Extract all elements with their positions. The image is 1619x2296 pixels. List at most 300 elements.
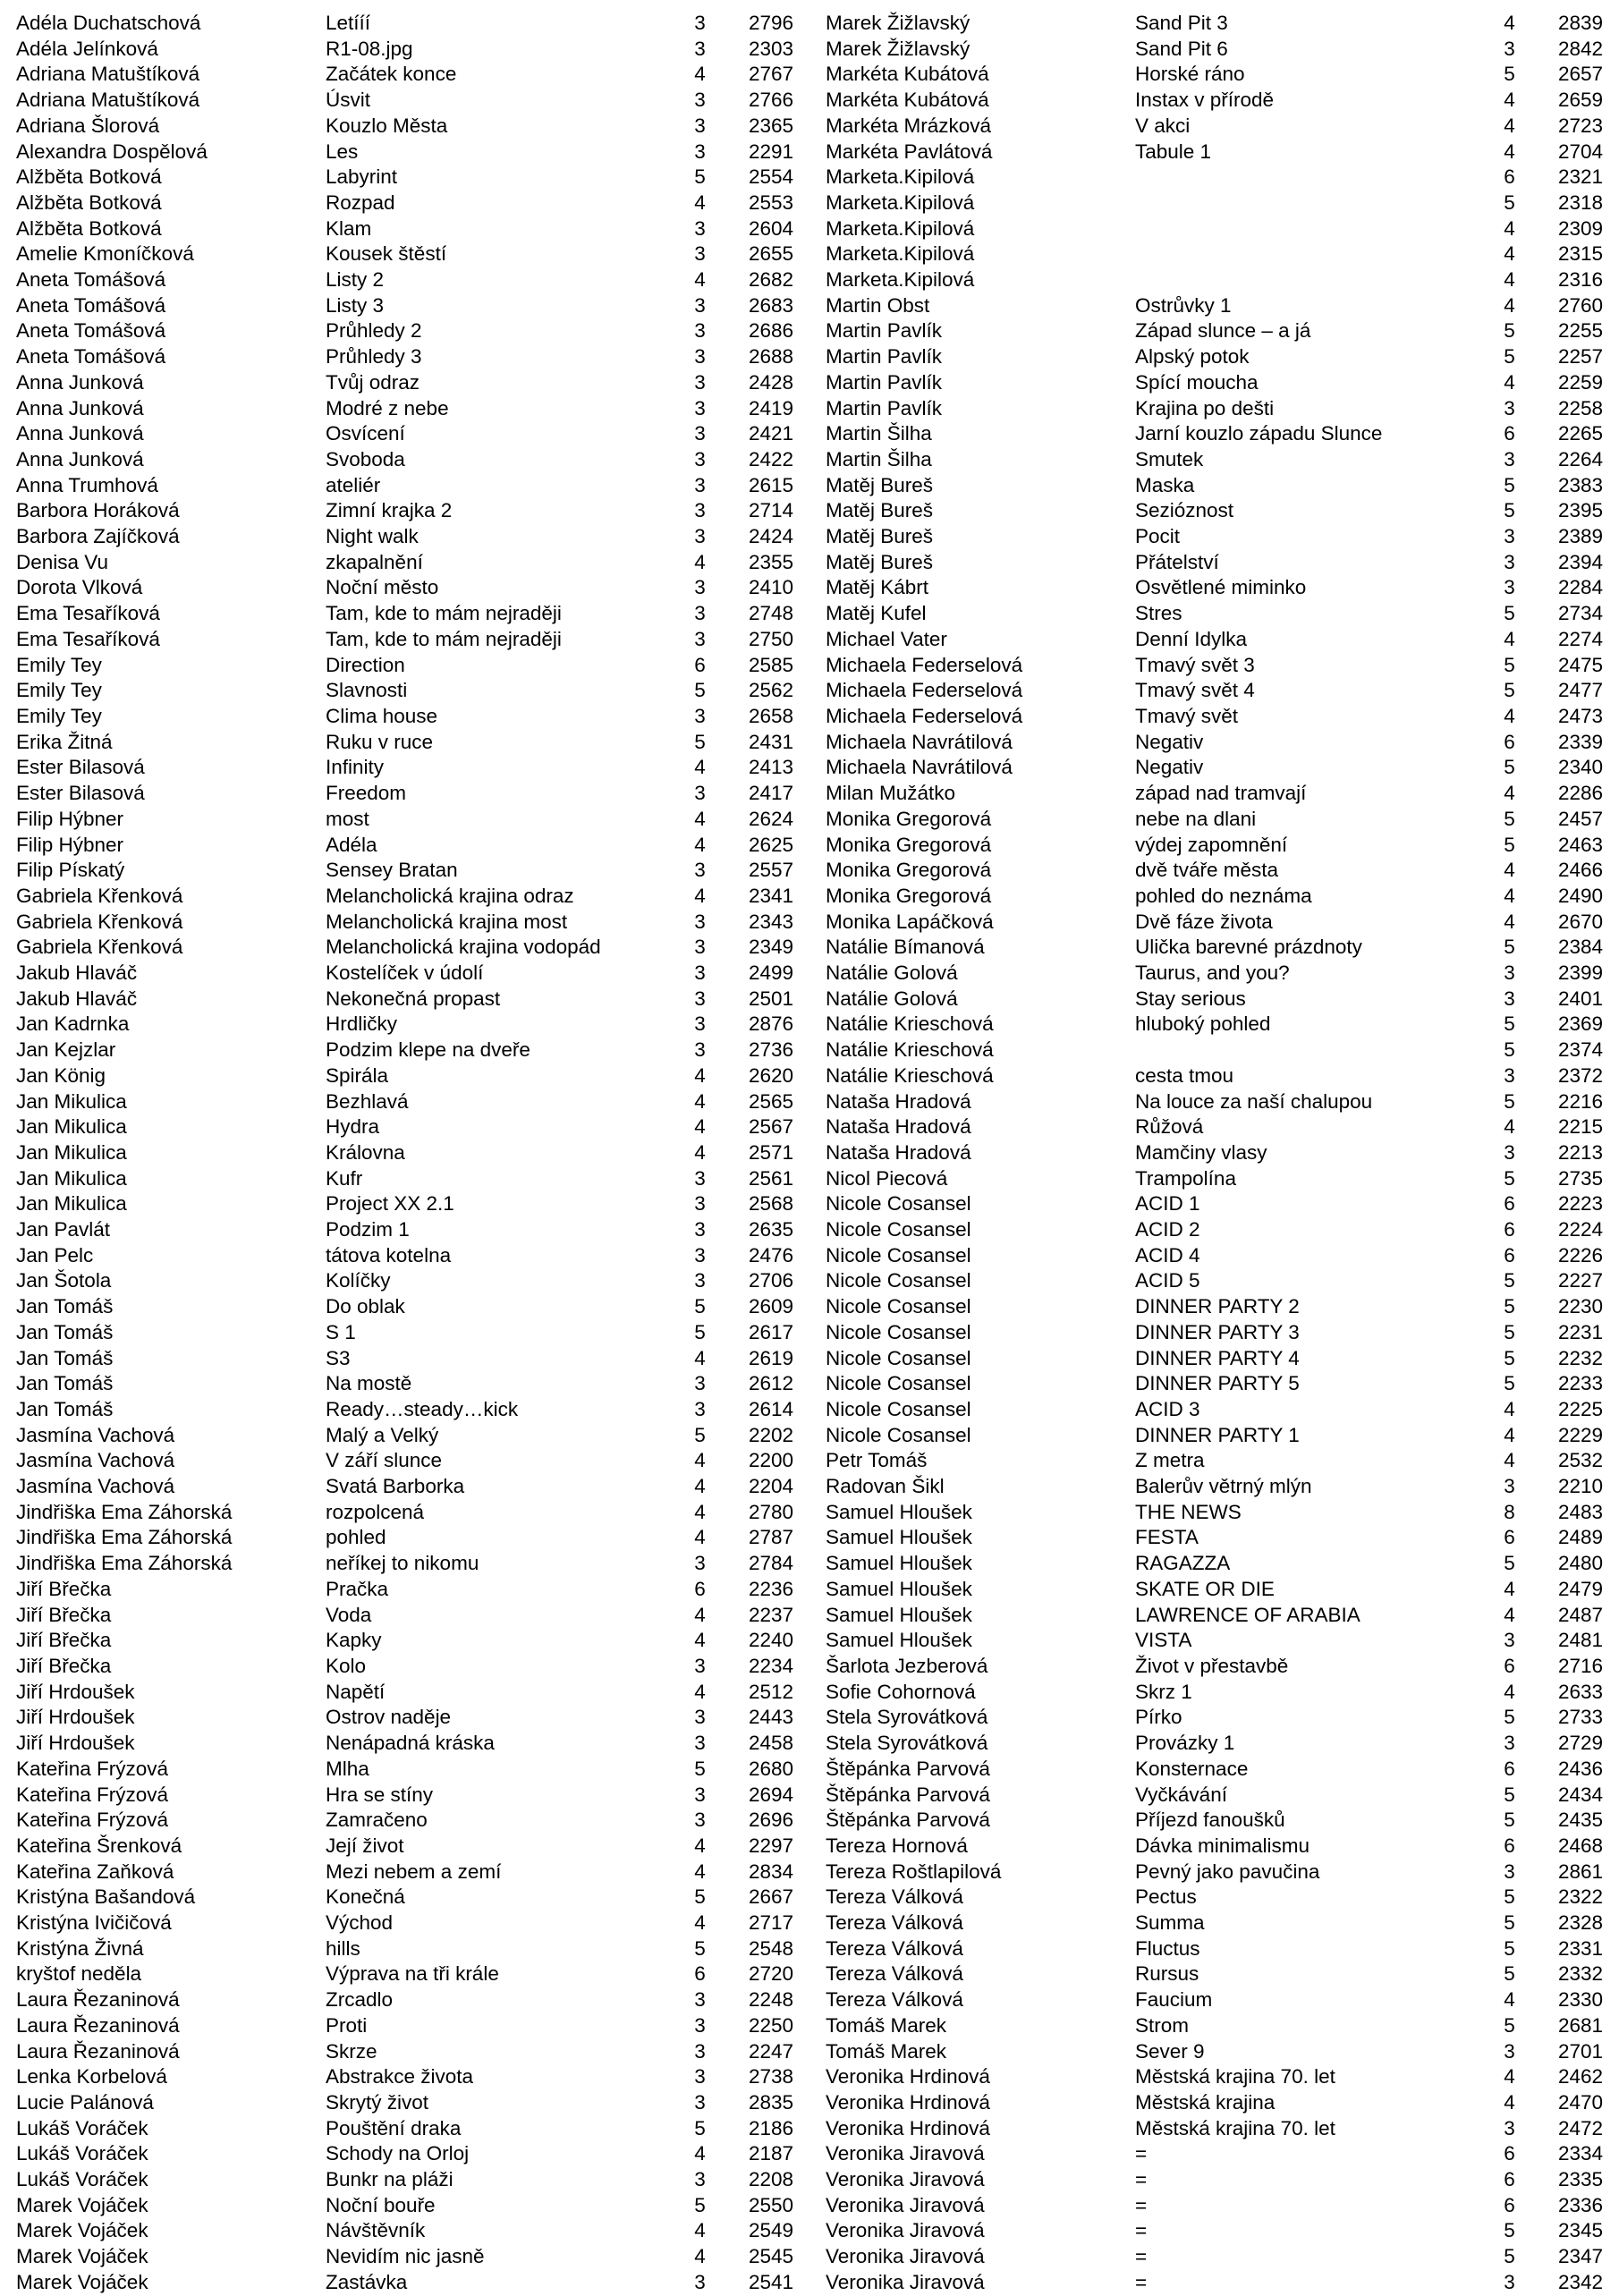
author-name-cell: Nataša Hradová xyxy=(826,1140,971,1164)
rating-cell: 3 xyxy=(694,2168,706,2191)
rating-cell: 4 xyxy=(1504,1397,1515,1420)
table-row xyxy=(810,1911,1619,1936)
photo-title-cell: = xyxy=(1135,2219,1148,2242)
rating-cell: 3 xyxy=(694,2039,706,2063)
rating-cell: 5 xyxy=(1504,1346,1515,1369)
table-row xyxy=(810,114,1619,140)
author-name-cell: Aneta Tomášová xyxy=(16,345,166,369)
rating-cell: 3 xyxy=(694,1218,706,1241)
entry-id-cell: 2565 xyxy=(748,1089,793,1113)
rating-cell: 4 xyxy=(1504,1449,1515,1472)
author-name-cell: Lenka Korbelová xyxy=(16,2065,167,2088)
photo-title-cell: Bezhlavá xyxy=(326,1089,409,1113)
rating-cell: 4 xyxy=(1504,2090,1515,2114)
entry-id-cell: 2331 xyxy=(1557,1936,1603,1960)
table-row xyxy=(810,2218,1619,2244)
entry-id-cell: 2369 xyxy=(1557,1012,1603,1036)
table-row xyxy=(0,1474,810,1500)
rating-cell: 3 xyxy=(1504,1629,1515,1652)
entry-id-cell: 2585 xyxy=(748,653,793,676)
author-name-cell: Michael Vater xyxy=(826,627,947,650)
table-row xyxy=(810,498,1619,524)
author-name-cell: Ester Bilasová xyxy=(16,782,145,805)
table-row xyxy=(0,11,810,37)
rating-cell: 5 xyxy=(694,679,706,702)
author-name-cell: Barbora Zajíčková xyxy=(16,525,180,548)
table-row xyxy=(810,216,1619,242)
author-name-cell: Jan Mikulica xyxy=(16,1140,127,1164)
photo-title-cell: Direction xyxy=(326,653,405,676)
table-row xyxy=(0,2218,810,2244)
author-name-cell: Kateřina Frýzová xyxy=(16,1809,169,1832)
table-row xyxy=(810,370,1619,396)
entry-id-cell: 2215 xyxy=(1557,1115,1603,1139)
author-name-cell: Jasmína Vachová xyxy=(16,1423,175,1446)
author-name-cell: Marek Vojáček xyxy=(16,2219,148,2242)
table-row xyxy=(0,2167,810,2193)
rating-cell: 4 xyxy=(694,2219,706,2242)
author-name-cell: Jan König xyxy=(16,1063,106,1087)
photo-title-cell: Zamračeno xyxy=(326,1809,428,1832)
entry-id-cell: 2345 xyxy=(1557,2219,1603,2242)
photo-title-cell: Provázky 1 xyxy=(1135,1732,1235,1755)
entry-id-cell: 2470 xyxy=(1557,2090,1603,2114)
author-name-cell: Marketa.Kipilová xyxy=(826,268,975,292)
author-name-cell: Marketa.Kipilová xyxy=(826,242,975,266)
entry-id-cell: 2297 xyxy=(748,1834,793,1857)
table-row xyxy=(0,1834,810,1860)
rating-cell: 5 xyxy=(1504,602,1515,625)
rating-cell: 4 xyxy=(694,1449,706,1472)
author-name-cell: Jiří Břečka xyxy=(16,1655,112,1677)
table-row xyxy=(0,1063,810,1089)
table-row xyxy=(0,2064,810,2090)
rating-cell: 3 xyxy=(694,422,706,445)
entry-id-cell: 2696 xyxy=(748,1809,793,1832)
table-row xyxy=(0,1114,810,1140)
photo-title-cell: Voda xyxy=(326,1603,372,1626)
table-row xyxy=(0,704,810,730)
table-row xyxy=(0,1577,810,1603)
entry-id-cell: 2341 xyxy=(748,884,793,907)
table-row xyxy=(0,910,810,936)
table-row xyxy=(0,1628,810,1654)
author-name-cell: Monika Lapáčková xyxy=(826,910,994,933)
entry-id-cell: 2655 xyxy=(748,242,793,266)
photo-title-cell: Přátelství xyxy=(1135,550,1219,573)
photo-title-cell: Freedom xyxy=(326,782,407,805)
table-row xyxy=(810,910,1619,936)
entry-id-cell: 2604 xyxy=(748,216,793,240)
photo-title-cell: Sezióznost xyxy=(1135,499,1234,522)
entry-id-cell: 2186 xyxy=(748,2116,793,2139)
entries-table-right xyxy=(810,11,1619,2296)
author-name-cell: Kateřina Zaňková xyxy=(16,1860,174,1883)
entry-id-cell: 2750 xyxy=(748,627,793,650)
photo-title-cell: VISTA xyxy=(1135,1629,1192,1652)
entry-id-cell: 2557 xyxy=(748,859,793,882)
author-name-cell: Natálie Krieschová xyxy=(826,1063,994,1087)
author-name-cell: Adéla Duchatschová xyxy=(16,12,201,34)
rating-cell: 3 xyxy=(694,140,706,163)
entry-id-cell: 2234 xyxy=(748,1655,793,1677)
entry-id-cell: 2787 xyxy=(748,1526,793,1549)
entry-id-cell: 2318 xyxy=(1557,191,1603,214)
table-row xyxy=(810,2090,1619,2116)
entry-id-cell: 2723 xyxy=(1557,114,1603,137)
rating-cell: 4 xyxy=(1504,910,1515,933)
table-row xyxy=(810,2116,1619,2142)
author-name-cell: Anna Junková xyxy=(16,396,144,419)
author-name-cell: Radovan Šikl xyxy=(826,1475,945,1498)
table-row xyxy=(0,807,810,833)
entry-id-cell: 2347 xyxy=(1557,2245,1603,2268)
photo-title-cell: Adéla xyxy=(326,833,377,856)
table-row xyxy=(810,1987,1619,2013)
rating-cell: 3 xyxy=(694,859,706,882)
table-row xyxy=(810,1577,1619,1603)
author-name-cell: Gabriela Křenková xyxy=(16,884,183,907)
rating-cell: 3 xyxy=(694,2090,706,2114)
rating-cell: 4 xyxy=(694,191,706,214)
table-row xyxy=(810,165,1619,191)
table-row xyxy=(810,37,1619,63)
author-name-cell: Tereza Válková xyxy=(826,1911,963,1935)
table-row xyxy=(0,165,810,191)
photo-title-cell: Night walk xyxy=(326,525,419,548)
rating-cell: 5 xyxy=(694,1757,706,1780)
entry-id-cell: 2683 xyxy=(748,293,793,317)
table-row xyxy=(0,987,810,1012)
photo-title-cell: Královna xyxy=(326,1140,405,1164)
photo-title-cell: Tmavý svět xyxy=(1135,704,1239,727)
table-row xyxy=(810,473,1619,499)
rating-cell: 5 xyxy=(1504,1962,1515,1986)
rating-cell: 3 xyxy=(1504,1475,1515,1498)
rating-cell: 4 xyxy=(694,1140,706,1164)
entry-id-cell: 2842 xyxy=(1557,37,1603,60)
table-row xyxy=(0,1397,810,1423)
author-name-cell: Matěj Kufel xyxy=(826,602,927,625)
author-name-cell: Veronika Hrdinová xyxy=(826,2116,990,2139)
photo-title-cell: = xyxy=(1135,2270,1148,2293)
rating-cell: 4 xyxy=(694,1346,706,1369)
photo-title-cell: pohled do neznáma xyxy=(1135,884,1312,907)
rating-cell: 5 xyxy=(694,1936,706,1960)
entry-id-cell: 2736 xyxy=(748,1038,793,1062)
photo-title-cell: Rozpad xyxy=(326,191,395,214)
table-row xyxy=(0,884,810,910)
photo-title-cell xyxy=(1135,191,1482,216)
table-row xyxy=(810,678,1619,704)
entry-id-cell: 2657 xyxy=(1557,63,1603,86)
entry-id-cell: 2568 xyxy=(748,1192,793,1216)
table-row xyxy=(810,1012,1619,1038)
photo-title-cell: Tmavý svět 4 xyxy=(1135,679,1255,702)
table-row xyxy=(0,1448,810,1474)
table-row xyxy=(810,191,1619,216)
author-name-cell: Adriana Šlorová xyxy=(16,114,160,137)
rating-cell: 4 xyxy=(1504,140,1515,163)
photo-title-cell: Pocit xyxy=(1135,525,1181,548)
photo-title-cell: Alpský potok xyxy=(1135,345,1250,369)
author-name-cell: Jindřiška Ema Záhorská xyxy=(16,1526,233,1549)
entry-id-cell: 2562 xyxy=(748,679,793,702)
table-row xyxy=(0,1911,810,1936)
photo-title-cell: Kolo xyxy=(326,1655,367,1677)
table-row xyxy=(810,1500,1619,1526)
entry-id-cell: 2374 xyxy=(1557,1038,1603,1062)
author-name-cell: Marketa.Kipilová xyxy=(826,191,975,214)
rating-cell: 3 xyxy=(1504,576,1515,599)
entry-id-cell: 2567 xyxy=(748,1115,793,1139)
photo-title-cell: Pouštění draka xyxy=(326,2116,462,2139)
author-name-cell: Alžběta Botková xyxy=(16,165,162,189)
author-name-cell: Jan Tomáš xyxy=(16,1295,114,1318)
photo-title-cell: Skrz 1 xyxy=(1135,1680,1192,1703)
photo-title-cell: Kouzlo Města xyxy=(326,114,448,137)
photo-title-cell: Krajina po dešti xyxy=(1135,396,1275,419)
author-name-cell: Kristýna Živná xyxy=(16,1936,144,1960)
entry-id-cell: 2473 xyxy=(1557,704,1603,727)
rating-cell: 5 xyxy=(694,2193,706,2216)
table-row xyxy=(0,1346,810,1372)
rating-cell: 5 xyxy=(1504,1372,1515,1395)
entry-id-cell: 2401 xyxy=(1557,987,1603,1010)
photo-title-cell: Skrytý život xyxy=(326,2090,429,2114)
rating-cell: 3 xyxy=(694,319,706,343)
rating-cell: 5 xyxy=(1504,2219,1515,2242)
entry-id-cell: 2472 xyxy=(1557,2116,1603,2139)
author-name-cell: Lucie Palánová xyxy=(16,2090,154,2114)
rating-cell: 5 xyxy=(694,730,706,753)
table-row xyxy=(0,858,810,884)
photo-title-cell: Podzim klepe na dveře xyxy=(326,1038,530,1062)
rating-cell: 6 xyxy=(1504,2168,1515,2191)
rating-cell: 4 xyxy=(1504,216,1515,240)
author-name-cell: Denisa Vu xyxy=(16,550,108,573)
entry-id-cell: 2419 xyxy=(748,396,793,419)
rating-cell: 3 xyxy=(694,1706,706,1729)
photo-title-cell: Kousek štěstí xyxy=(326,242,447,266)
rating-cell: 4 xyxy=(694,2142,706,2165)
author-name-cell: Jan Kadrnka xyxy=(16,1012,130,1036)
rating-cell: 3 xyxy=(694,12,706,34)
photo-title-cell: most xyxy=(326,807,369,830)
table-row xyxy=(0,344,810,370)
rating-cell: 5 xyxy=(1504,2013,1515,2037)
table-row xyxy=(810,344,1619,370)
table-row xyxy=(0,473,810,499)
table-row xyxy=(810,1294,1619,1320)
entries-table-left xyxy=(0,11,810,2296)
photo-title-cell: Výprava na tři krále xyxy=(326,1962,499,1986)
entry-id-cell: 2336 xyxy=(1557,2193,1603,2216)
table-row xyxy=(810,1063,1619,1089)
table-row xyxy=(810,575,1619,601)
rating-cell: 5 xyxy=(1504,653,1515,676)
author-name-cell: Gabriela Křenková xyxy=(16,910,183,933)
table-row xyxy=(810,1397,1619,1423)
entry-id-cell: 2468 xyxy=(1557,1834,1603,1857)
entry-id-cell: 2309 xyxy=(1557,216,1603,240)
table-row xyxy=(0,421,810,447)
author-name-cell: Štěpánka Parvová xyxy=(826,1757,990,1780)
photo-title-cell: = xyxy=(1135,2142,1148,2165)
entry-id-cell: 2240 xyxy=(748,1629,793,1652)
author-name-cell: Samuel Hloušek xyxy=(826,1629,972,1652)
table-row xyxy=(810,1371,1619,1397)
photo-title-cell: Západ slunce – a já xyxy=(1135,319,1311,343)
entry-id-cell: 2335 xyxy=(1557,2168,1603,2191)
photo-title-cell: Schody na Orloj xyxy=(326,2142,470,2165)
table-row xyxy=(0,935,810,961)
entry-id-cell: 2330 xyxy=(1557,1988,1603,2012)
photo-title-cell: Infinity xyxy=(326,756,385,779)
entry-id-cell: 2422 xyxy=(748,447,793,470)
author-name-cell: Marek Vojáček xyxy=(16,2245,148,2268)
rating-cell: 3 xyxy=(694,910,706,933)
author-name-cell: Monika Gregorová xyxy=(826,833,992,856)
photo-title-cell: Fluctus xyxy=(1135,1936,1200,1960)
photo-title-cell: ACID 1 xyxy=(1135,1192,1200,1216)
entry-id-cell: 2615 xyxy=(748,473,793,496)
rating-cell: 5 xyxy=(1504,499,1515,522)
photo-title-cell: Dávka minimalismu xyxy=(1135,1834,1310,1857)
photo-title-cell: Zastávka xyxy=(326,2270,408,2293)
photo-title-cell: Sand Pit 3 xyxy=(1135,12,1228,34)
author-name-cell: Marek Vojáček xyxy=(16,2193,148,2216)
table-row xyxy=(810,1783,1619,1809)
photo-title-cell: Dvě fáze života xyxy=(1135,910,1273,933)
rating-cell: 5 xyxy=(694,165,706,189)
author-name-cell: Matěj Bureš xyxy=(826,550,934,573)
table-row xyxy=(0,1936,810,1962)
entry-id-cell: 2796 xyxy=(748,12,793,34)
author-name-cell: Michaela Navrátilová xyxy=(826,730,1013,753)
rating-cell: 3 xyxy=(694,1166,706,1190)
rating-cell: 3 xyxy=(694,242,706,266)
entry-id-cell: 2395 xyxy=(1557,499,1603,522)
table-row xyxy=(810,1346,1619,1372)
table-row xyxy=(0,114,810,140)
photo-title-cell: S3 xyxy=(326,1346,351,1369)
entry-id-cell: 2365 xyxy=(748,114,793,137)
entry-id-cell: 2729 xyxy=(1557,1732,1603,1755)
author-name-cell: Emily Tey xyxy=(16,679,102,702)
rating-cell: 5 xyxy=(1504,1809,1515,1832)
photo-title-cell: Tabule 1 xyxy=(1135,140,1212,163)
photo-title-cell: Letííí xyxy=(326,12,371,34)
table-row xyxy=(0,140,810,165)
author-name-cell: Martin Pavlík xyxy=(826,396,943,419)
photo-title-cell: Kapky xyxy=(326,1629,382,1652)
rating-cell: 3 xyxy=(694,1243,706,1267)
table-row xyxy=(810,1654,1619,1680)
rating-cell: 5 xyxy=(1504,833,1515,856)
photo-title-cell: Tam, kde to mám nejraději xyxy=(326,627,562,650)
table-row xyxy=(0,191,810,216)
rating-cell: 4 xyxy=(694,268,706,292)
author-name-cell: Kristýna Ivičičová xyxy=(16,1911,172,1935)
entry-id-cell: 2462 xyxy=(1557,2065,1603,2088)
photo-title-cell: Proti xyxy=(326,2013,368,2037)
photo-title-cell: Sensey Bratan xyxy=(326,859,458,882)
entry-id-cell: 2210 xyxy=(1557,1475,1603,1498)
author-name-cell: Nataša Hradová xyxy=(826,1115,971,1139)
entry-id-cell: 2284 xyxy=(1557,576,1603,599)
table-row xyxy=(0,498,810,524)
photo-title-cell: Les xyxy=(326,140,359,163)
table-row xyxy=(0,1680,810,1706)
entry-id-cell: 2861 xyxy=(1557,1860,1603,1883)
photo-title-cell: Project XX 2.1 xyxy=(326,1192,454,1216)
photo-title-cell: Pectus xyxy=(1135,1885,1197,1909)
entry-id-cell: 2487 xyxy=(1557,1603,1603,1626)
author-name-cell: Jan Pavlát xyxy=(16,1218,111,1241)
entry-id-cell: 2343 xyxy=(748,910,793,933)
rating-cell: 5 xyxy=(1504,1706,1515,1729)
photo-title-cell: hills xyxy=(326,1936,360,1960)
table-row xyxy=(0,2116,810,2142)
table-row xyxy=(0,1525,810,1551)
photo-title-cell: Napětí xyxy=(326,1680,386,1703)
author-name-cell: Nicole Cosansel xyxy=(826,1372,971,1395)
entry-id-cell: 2259 xyxy=(1557,370,1603,394)
author-name-cell: Tereza Roštlapilová xyxy=(826,1860,1002,1883)
rating-cell: 5 xyxy=(1504,1885,1515,1909)
entry-id-cell: 2549 xyxy=(748,2219,793,2242)
author-name-cell: Laura Řezaninová xyxy=(16,2013,180,2037)
photo-title-cell: DINNER PARTY 3 xyxy=(1135,1320,1300,1343)
photo-title-cell: Návštěvník xyxy=(326,2219,426,2242)
table-row xyxy=(0,961,810,987)
author-name-cell: Natálie Krieschová xyxy=(826,1038,994,1062)
rating-cell: 5 xyxy=(1504,1269,1515,1292)
entry-id-cell: 2237 xyxy=(748,1603,793,1626)
rating-cell: 4 xyxy=(694,1834,706,1857)
author-name-cell: Jiří Hrdoušek xyxy=(16,1706,135,1729)
entry-id-cell: 2561 xyxy=(748,1166,793,1190)
rating-cell: 3 xyxy=(1504,1063,1515,1087)
author-name-cell: Martin Pavlík xyxy=(826,345,943,369)
photo-title-cell: Příjezd fanoušků xyxy=(1135,1809,1285,1832)
author-name-cell: Štěpánka Parvová xyxy=(826,1783,990,1806)
author-name-cell: Nicole Cosansel xyxy=(826,1346,971,1369)
rating-cell: 3 xyxy=(694,1809,706,1832)
table-row xyxy=(0,1243,810,1269)
entry-id-cell: 2216 xyxy=(1557,1089,1603,1113)
table-row xyxy=(810,730,1619,756)
entry-id-cell: 2303 xyxy=(748,37,793,60)
rating-cell: 5 xyxy=(1504,1166,1515,1190)
entry-id-cell: 2614 xyxy=(748,1397,793,1420)
table-row xyxy=(810,1268,1619,1294)
rating-cell: 4 xyxy=(694,63,706,86)
rating-cell: 3 xyxy=(694,370,706,394)
table-row xyxy=(810,1423,1619,1449)
photo-title-cell: Malý a Velký xyxy=(326,1423,439,1446)
author-name-cell: Laura Řezaninová xyxy=(16,1988,180,2012)
photo-title-cell: Faucium xyxy=(1135,1988,1213,2012)
photo-title-cell: tátova kotelna xyxy=(326,1243,452,1267)
rating-cell: 3 xyxy=(694,525,706,548)
photo-title-cell: Strom xyxy=(1135,2013,1190,2037)
rating-cell: 4 xyxy=(694,1629,706,1652)
rating-cell: 4 xyxy=(1504,268,1515,292)
table-row xyxy=(810,2039,1619,2065)
entry-id-cell: 2340 xyxy=(1557,756,1603,779)
